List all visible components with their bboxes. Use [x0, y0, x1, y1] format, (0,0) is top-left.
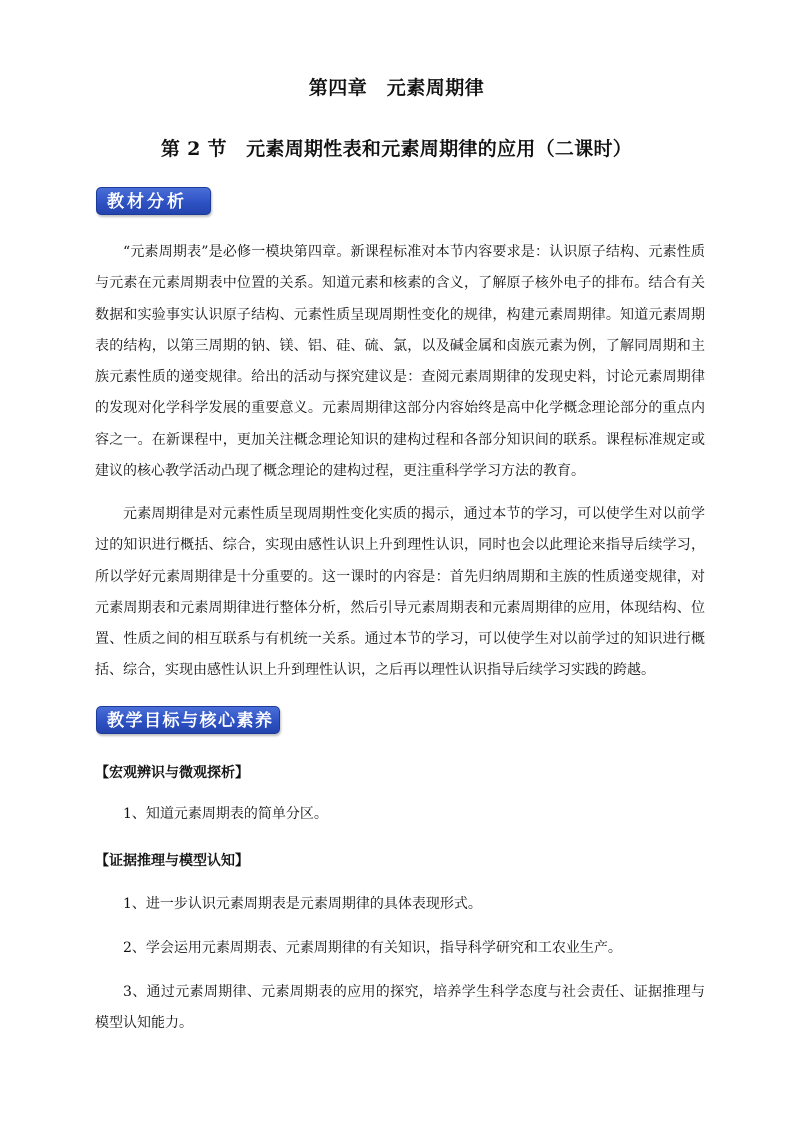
chapter-title: 第四章 元素周期律: [308, 77, 485, 99]
objective-item: 2、学会运用元素周期表、元素周期律的有关知识，指导科学研究和工农业生产。: [123, 940, 622, 956]
objective-item: 3、通过元素周期律、元素周期表的应用的探究，培养学生科学态度与社会责任、证据推理与模型认知能力。: [95, 984, 705, 1032]
objective-item: 1、进一步认识元素周期表是元素周期律的具体表现形式。: [123, 896, 482, 912]
objective-item: 1、知道元素周期表的简单分区。: [123, 806, 328, 822]
analysis-badge: 教材分析: [96, 187, 211, 215]
objectives-badge: 教学目标与核心素养: [96, 706, 280, 734]
objective-group-heading-macro: 【宏观辨识与微观探析】: [95, 765, 249, 781]
objective-group-heading-evidence: 【证据推理与模型认知】: [95, 853, 249, 869]
analysis-paragraph-2: 元素周期律是对元素性质呈现周期性变化实质的揭示，通过本节的学习，可以使学生对以前学过的知识进行概括、综合，实现由感性认识上升到理性认识，同时也会以此理论来指导后续学习，所以学好元素周期律是十分重要的。这一课时的内容是：首先归纳周期和主族的性质递变规律，对元素周期表和元素周期律进行整体分析，然后引导元素周期表和元素周期律的应用，体现结构、位置、性质之间的相互联系与有机统一关系。通过本节的学习，可以使学生对以前学过的知识进行概括、综合，实现由感性认识上升到理性认识，之后再以理性认识指导后续学习实践的跨越。: [95, 506, 705, 679]
section-title: 第 2 节 元素周期性表和元素周期律的应用（二课时）: [160, 138, 633, 160]
analysis-paragraph-1: “元素周期表”是必修一模块第四章。新课程标准对本节内容要求是：认识原子结构、元素性质与元素在元素周期表中位置的关系。知道元素和核素的含义，了解原子核外电子的排布。结合有关数据和实验事实认识原子结构、元素性质呈现周期性变化的规律，构建元素周期律。知道元素周期表的结构，以第三周期的钠、镁、铝、硅、硫、氯，以及碱金属和卤族元素为例，了解同周期和主族元素性质的递变规律。给出的活动与探究建议是：查阅元素周期律的发现史料，讨论元素周期律的发现对化学科学发展的重要意义。元素周期律这部分内容始终是高中化学概念理论部分的重点内容之一。在新课程中，更加关注概念理论知识的建构过程和各部分知识间的联系。课程标准规定或建议的核心教学活动凸现了概念理论的建构过程，更注重科学学习方法的教育。: [95, 244, 705, 480]
